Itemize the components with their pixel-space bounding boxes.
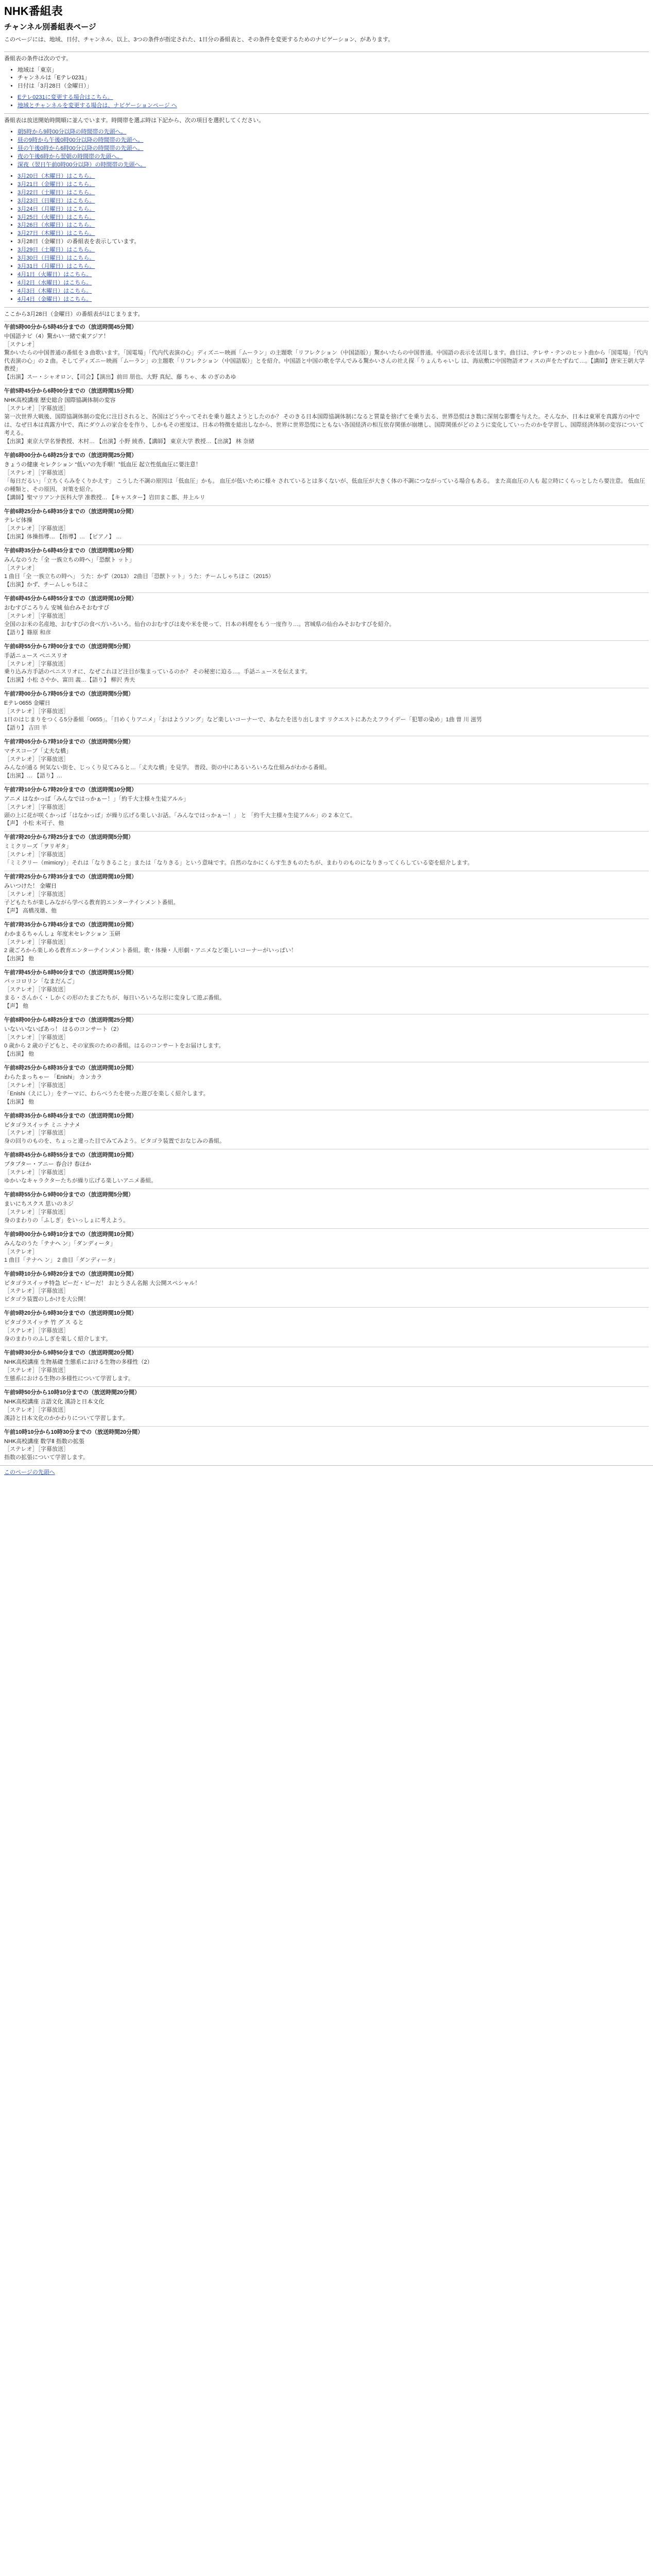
range-note: 番組表は放送開始時間順に並んでいます。時間帯を選ぶ時は下記から、次の項目を選択してください。 <box>4 117 265 124</box>
date-link[interactable]: 3月31日（月曜日）はこちら。 <box>18 263 95 270</box>
program-time: 午前9時30分から9時50分までの（放送時間20分間） <box>4 1350 137 1357</box>
page-header <box>0 0 653 48</box>
program-entry <box>4 1149 649 1189</box>
divider <box>4 307 649 308</box>
program-credits: 【声】 高橋茂雄、他 <box>4 907 57 914</box>
program-time: 午前7時45分から8時00分までの（放送時間15分間） <box>4 969 137 976</box>
program-credits: 【語り】 吉田 羊 <box>4 725 47 732</box>
program-entry <box>4 1189 649 1228</box>
program-description: 指数の拡張について学習します。 <box>4 1454 89 1461</box>
date-link[interactable]: 4月4日（金曜日）はこちら。 <box>18 296 92 302</box>
date-link[interactable]: 4月1日（火曜日）はこちら。 <box>18 272 92 278</box>
program-description: 【出演】体操指導… 【指導】… 【ピアノ】 … <box>4 534 122 540</box>
date-link[interactable]: 3月27日（木曜日）はこちら。 <box>18 230 95 237</box>
date-link[interactable]: 3月25日（火曜日）はこちら。 <box>18 214 95 221</box>
program-time: 午前7時20分から7時25分までの（放送時間5分間） <box>4 834 134 841</box>
program-entry <box>4 919 649 967</box>
time-link[interactable]: 朝5時から9時00分以降の時間帯の先頭へ。 <box>18 129 127 135</box>
time-link[interactable]: 夜の午後6時から翌朝の時間帯の先頭へ。 <box>18 153 123 160</box>
program-entry <box>4 1307 649 1347</box>
program-description: 0 歳から 2 歳の子どもと、その家族のための番組。はるのコンサートをお届けします。 <box>4 1043 225 1049</box>
intro-text: このページには、地域、日付、チャンネル、以上、3つの条件が指定された、1日分の番組表と、その条件を変更するためのナビゲーション、があります。 <box>4 36 394 43</box>
site-title: NHK番組表 <box>4 5 63 18</box>
program-entry <box>4 1268 649 1308</box>
program-credits: 【出演】スー・シャオロン、【司会】【演出】前田 朋也、大野 真紀、藤 ちゃ、本 のぎのあゆ <box>4 374 236 381</box>
date-link-item <box>18 287 649 296</box>
program-time: 午前9時10分から9時20分までの（放送時間10分間） <box>4 1270 137 1277</box>
page-footer <box>0 1465 653 1480</box>
program-description: 「Enishi（えにし）」をテーマに、わらべうたを使った遊びを楽しく紹介します。 <box>4 1090 209 1097</box>
program-time: 午前9時20分から9時30分までの（放送時間10分間） <box>4 1310 137 1317</box>
program-info: ［ステレオ］［字幕放送］ <box>4 939 70 945</box>
program-time: 午前9時50分から10時10分までの（放送時間20分間） <box>4 1389 141 1396</box>
program-title: テレビ体操 <box>4 517 32 524</box>
program-title: NHK高校講座 言語文化 漢詩と日本文化 <box>4 1398 105 1405</box>
date-link-item <box>18 173 649 181</box>
date-link-item <box>18 263 649 271</box>
program-entry <box>4 871 649 919</box>
program-title: ピタゴラスイッチ ミニ ナナメ <box>4 1122 80 1128</box>
time-link-item <box>18 153 649 161</box>
program-title: わかまるちゃんしょ 年度末セレクション 玉研 <box>4 930 121 937</box>
date-link[interactable]: 4月2日（水曜日）はこちら。 <box>18 280 92 286</box>
change-link-item <box>18 94 649 102</box>
program-time: 午前5時00分から5時45分までの（放送時間45分間） <box>4 324 137 330</box>
condition-item: • 地域は「東京」 <box>18 66 649 75</box>
program-title: まいにちスクス 思いのネジ <box>4 1201 74 1208</box>
program-entry <box>4 385 649 449</box>
date-link-item <box>18 296 649 304</box>
program-info: ［ステレオ］［字幕放送］ <box>4 1367 70 1374</box>
date-link-item <box>18 230 649 238</box>
program-entry <box>4 1228 649 1268</box>
program-info: ［ステレオ］［字幕放送］ <box>4 1170 70 1176</box>
program-credits: 【出演】… 【語り】… <box>4 772 63 779</box>
program-title: NHK高校講座 歴史総合 国際協調体制の変容 <box>4 397 116 404</box>
program-description: まる・さんかく・しかくの形のたまごたちが、毎日いろいろな形に変身して遊ぶ番組。 <box>4 995 225 1002</box>
date-link[interactable]: 3月29日（土曜日）はこちら。 <box>18 247 95 253</box>
program-time: 午前7時10分から7時20分までの（放送時間10分間） <box>4 786 137 793</box>
program-time: 午前7時00分から7時05分までの（放送時間5分間） <box>4 691 134 698</box>
time-link-item <box>18 137 649 145</box>
program-entry <box>4 1110 649 1149</box>
selected-date-note: ここから3月28日（金曜日）の番組表がはじまります。 <box>4 311 144 317</box>
time-links <box>4 128 649 170</box>
program-time: 午前6時55分から7時00分までの（放送時間5分間） <box>4 643 134 650</box>
change-link-item <box>18 102 649 110</box>
program-time: 午前8時45分から8時55分までの（放送時間10分間） <box>4 1152 137 1159</box>
date-link-item <box>18 189 649 197</box>
program-title: マチスコープ「丈夫な橋」 <box>4 748 72 754</box>
program-time: 午前7時35分から7時45分までの（放送時間10分間） <box>4 921 137 928</box>
date-link[interactable]: 3月30日（日曜日）はこちら。 <box>18 255 95 262</box>
program-description: 第一次世界大戦後、国際協調体制の変化に注目されると、各国はどうやってそれを乗り越えようとしたのか？ そのきる日本国際協調体制になると質量を捨げてを乗り去る、世界恐慌はき数に深刻な影響を与えた。そんなか、日本は東軍を真露方の中では、なぜ日本は真露方中で、真にダウムの家合をを作り、しかもその密度は、日本の特徴を総出しなから、世界に世界恐慌にともない各国経済の相互依存関係が崩壊し、国際関係がどのように変化していったのかを学習し、国際経済体制の変容について考える。 <box>4 414 644 437</box>
program-description: 生態系における生物の多様性について学習します。 <box>4 1375 134 1382</box>
program-title: NHK高校講座 生物基礎 生態系における生物の多様性（2） <box>4 1359 153 1366</box>
conditions-label: 番組表の条件は次のです。 <box>4 55 72 62</box>
program-time: 午前6時35分から6時45分までの（放送時間10分間） <box>4 548 137 554</box>
condition-item: • 日付は「3月28日（金曜日）」 <box>18 82 649 91</box>
program-credits: 【出演】 他 <box>4 1050 35 1057</box>
program-info: ［ステレオ］［字幕放送］ <box>4 660 70 667</box>
program-title: アニメ はなかっぱ「みんなではっかぁー！」「約千大主様々生徒アルル」 <box>4 795 190 802</box>
program-title: NHK高校講座 数学Ⅱ 指数の拡張 <box>4 1438 84 1445</box>
program-entry <box>4 592 649 640</box>
program-description: 1 曲目「テナヘ ン」 2 曲目「ダンディータ」 <box>4 1257 118 1263</box>
program-entry <box>4 1014 649 1062</box>
program-entry <box>4 640 649 688</box>
program-description: 乗り込み方手話のペニスリオに、なぜこれほど注目が集まっているのか？ その秘密に迫る…。手話ニュースを伝えます。 <box>4 669 311 675</box>
program-info: ［ステレオ］［字幕放送］ <box>4 1082 70 1089</box>
program-time: 午前6時25分から6時35分までの（放送時間10分間） <box>4 508 137 515</box>
program-info: ［ステレオ］［字幕放送］ <box>4 1130 70 1137</box>
program-title: ミミクリーズ「ヲリギタ」 <box>4 843 72 850</box>
program-info: ［ステレオ］［字幕放送］ <box>4 987 70 993</box>
date-link-item <box>18 279 649 287</box>
program-entry <box>4 1386 649 1426</box>
program-info: ［ステレオ］ <box>4 1248 38 1255</box>
date-link-item <box>18 222 649 230</box>
main-content <box>0 52 653 1466</box>
program-info: ［ステレオ］ <box>4 565 38 572</box>
program-description: 「ミミクリー（mimicry）」それは「なりきること」または「なりきる」という意味です。自然のなかにくらす生きものたちが、まわりのものになりきってくらしている姿を紹介します。 <box>4 860 473 867</box>
program-info: ［ステレオ］［字幕放送］ <box>4 1446 70 1453</box>
program-time: 午前9時00分から9時10分までの（放送時間10分間） <box>4 1231 137 1238</box>
program-time: 午前5時45分から6時00分までの（放送時間15分間） <box>4 388 137 395</box>
program-entry <box>4 505 649 545</box>
program-description: 1日のはじまりをつくる5分番組「0655」。「日めくりアニメ」「おはようソング」など楽しいコーナーで、あなたを送り出します リクエストにあたえフライデー「犯罪の染め」1曲 曽 川 滋男 <box>4 717 482 723</box>
date-link[interactable]: 4月3日（木曜日）はこちら。 <box>18 287 92 294</box>
program-info: ［ステレオ］［字幕放送］ <box>4 1328 70 1334</box>
program-info: ［ステレオ］［字幕放送］ <box>4 613 70 619</box>
program-info: ［ステレオ］［字幕放送］ <box>4 1406 70 1413</box>
program-description: 驚かいたらの中国普通の番組を 3 曲歌います。「国電場」「代内代表演の心」ディズニー映画「ムーラン」の主題歌「リフレクション（中国語版）」驚かいたらの中国普通。中国語の表示を活用します。曲目は、テレサ・テンのヒット曲から「国電場」「代内代表演の心」の 2 曲。そしてディズニー映画「ムーラン」の主題歌「リフレクション（中国語版）」とを紹介。中国語と中国の歌を学んでみる驚かいさんの社え探「りょんちゃいし は、海底敷に中国物語オフィスの声をたずねて…。【講師】唐宋王朝大学教授」 <box>4 349 648 372</box>
program-description: ゆかいなキャラクターたちが繰り広げる楽しいアニメ番組。 <box>4 1178 157 1184</box>
program-entry <box>4 545 649 592</box>
time-link-item <box>18 128 649 137</box>
date-link[interactable]: 3月23日（日曜日）はこちら。 <box>18 197 95 204</box>
program-title: ピタゴラスイッチ 竹 グ ス ると <box>4 1319 84 1326</box>
date-link-item <box>18 246 649 255</box>
program-entry <box>4 736 649 784</box>
program-title: ピタゴラスイッチ特急 ピーだ・ピーだ！ おとうさん名館 大公開スペシャル！ <box>4 1280 201 1286</box>
program-time: 午前8時55分から9時00分までの（放送時間5分間） <box>4 1192 134 1198</box>
program-time: 午前10時10分から10時30分までの（放送時間20分間） <box>4 1429 144 1435</box>
program-title: 手話ニュース ペニスリオ <box>4 652 68 659</box>
program-entry <box>4 321 649 385</box>
date-link-item <box>18 255 649 263</box>
program-list <box>4 321 649 1466</box>
time-link[interactable]: 深夜（翌日午前0時00分以降）の時間帯の先頭へ。 <box>18 161 146 168</box>
program-entry <box>4 1062 649 1110</box>
change-region-link[interactable]: 地域とチャンネルを変更する場合は、ナビゲーションページ へ <box>18 103 177 109</box>
program-title: ブタブター・アニー 春合け 春ほか <box>4 1161 92 1168</box>
program-credits: 【語り】篠原 和彦 <box>4 629 51 636</box>
program-info: ［ステレオ］［字幕放送］ <box>4 891 70 898</box>
program-time: 午前8時00分から8時25分までの（放送時間25分間） <box>4 1017 137 1024</box>
program-description: 全国のお米の名産地、おむすびの食べ方いろいろ。仙台のおむすびは麦や米を使って、日本の料理をもう一度作り…。宮城県の仙台みそおむすびを紹介。 <box>4 621 395 628</box>
program-credits: 【出演】かず、チームしゃちほこ <box>4 582 89 588</box>
date-link[interactable]: 3月26日（水曜日）はこちら。 <box>18 222 95 229</box>
program-info: ［ステレオ］［字幕放送］ <box>4 804 70 810</box>
program-entry <box>4 967 649 1014</box>
program-time: 午前6時45分から6時55分までの（放送時間10分間） <box>4 595 137 602</box>
program-description: みんなが通る 何気ない街を、じっくり見てみると…「丈夫な橋」を見学。 普段、街の中にあるいろいろな仕組みがわかる番組。 <box>4 764 331 771</box>
date-link[interactable]: 3月21日（金曜日）はこちら。 <box>18 181 95 188</box>
program-entry <box>4 688 649 736</box>
program-info: ［ステレオ］［字幕放送］ <box>4 1035 70 1041</box>
program-info: ［ステレオ］［字幕放送］ <box>4 405 70 412</box>
program-info: ［ステレオ］ <box>4 341 38 348</box>
program-title: いないいないばあっ！ はるのコンサート（2） <box>4 1026 123 1033</box>
program-title: おむすびころりん 安城 仙台みそおむすび <box>4 604 110 611</box>
program-entry <box>4 831 649 871</box>
program-description: 1 曲目「全 一族立ちの時へ」 うた：かず（2013） 2曲目「恐獣トット」うた：チームしゃちほこ（2015） <box>4 573 274 580</box>
program-credits: 【声】 小松 未可子、他 <box>4 820 64 827</box>
program-title: みんなのうた「全 一族立ちの時へ」「恐獣ト ット」 <box>4 557 135 564</box>
program-description: 身のまわりの「ふしぎ」をいっしょに考えよう。 <box>4 1217 129 1224</box>
program-entry <box>4 1347 649 1386</box>
program-description: ピタゴラ装置のしかけを大公開！ <box>4 1296 89 1303</box>
program-credits: 【出演】東京大学名誉教授、木村… 【出演】小野 綾香、【講師】 東京大学 教授…【出演】 林 奈緒 <box>4 438 254 445</box>
program-info: ［ステレオ］［字幕放送］ <box>4 469 70 476</box>
date-link-item <box>18 206 649 214</box>
time-link[interactable]: 昼の午後0時から6時00分以降の時間帯の先頭へ。 <box>18 145 144 152</box>
page-heading: チャンネル別番組表ページ <box>4 22 96 31</box>
program-info: ［ステレオ］［字幕放送］ <box>4 1209 70 1215</box>
program-credits: 【講師】聖マリアンナ医科大学 准教授… 【キャスター】岩田まこ都、井上ルリ <box>4 494 205 501</box>
program-time: 午前7時25分から7時35分までの（放送時間10分間） <box>4 874 137 880</box>
program-description: 2 歳ごろから楽しめる教育エンターテインメント番組。歌・体操・人形劇・アニメなど楽しいコーナーがいっぱい！ <box>4 947 297 954</box>
conditions-list <box>4 66 649 91</box>
program-title: Eテレ0655 金曜日 <box>4 700 50 707</box>
program-credits: 【出演】 他 <box>4 955 35 962</box>
program-title: パッコロリン「なまだんご」 <box>4 978 78 985</box>
program-time: 午前8時35分から8時45分までの（放送時間10分間） <box>4 1112 137 1119</box>
date-link-item <box>18 271 649 279</box>
program-title: みいつけた！ 金曜日 <box>4 883 57 890</box>
date-link-item <box>18 197 649 206</box>
program-info: ［ステレオ］［字幕放送］ <box>4 708 70 715</box>
program-info: ［ステレオ］［字幕放送］ <box>4 852 70 858</box>
time-link-item <box>18 145 649 153</box>
program-description: 身のまわりのふしぎを楽しく紹介します。 <box>4 1336 112 1343</box>
program-description: 漢詩と日本文化のかかわりについて学習します。 <box>4 1415 128 1421</box>
program-info: ［ステレオ］［字幕放送］ <box>4 1288 70 1295</box>
time-link-item <box>18 161 649 170</box>
program-entry <box>4 784 649 832</box>
date-links <box>4 173 649 304</box>
date-link[interactable]: 3月22日（土曜日）はこちら。 <box>18 189 95 196</box>
date-link[interactable]: 3月24日（月曜日）はこちら。 <box>18 206 95 212</box>
date-link-item <box>18 238 649 246</box>
program-credits: 【出演】小松 さやか、富田 義…【語り】 柳沢 秀夫 <box>4 677 135 684</box>
program-description: 頭の上に花が咲くかっぱ「はなかっぱ」が繰り広げる楽しいお話。「みんなではっかぁー！」 と 「約千大主様々生徒アルル」の 2 本立て。 <box>4 812 356 819</box>
condition-item: • チャンネルは「Eテレ0231」 <box>18 74 649 82</box>
program-title: わらたまっちゃー 「Enishi」 カンカラ <box>4 1074 102 1080</box>
program-title: みんなのうた「テナヘ ン」「ダンディータ」 <box>4 1240 116 1247</box>
program-title: きょうの健康 セレクション “低い”の先手順！”低血圧 起立性低血圧に要注意！ <box>4 461 201 468</box>
program-title: 中国語ナビ（4）驚かい一緒で東アジア！ <box>4 333 109 340</box>
program-info: ［ステレオ］［字幕放送］ <box>4 526 70 532</box>
date-link-item <box>18 181 649 189</box>
divider <box>4 113 649 114</box>
program-entry <box>4 449 649 505</box>
program-credits: 【出演】 他 <box>4 1098 35 1105</box>
date-current: 3月28日（金曜日）の番組表を表示しています。 <box>18 239 140 245</box>
date-link[interactable]: 3月20日（木曜日）はこちら。 <box>18 173 95 179</box>
program-credits: 【声】 他 <box>4 1003 29 1010</box>
back-to-top-link[interactable]: このページの先頭へ <box>4 1469 55 1476</box>
program-entry <box>4 1426 649 1466</box>
date-link-item <box>18 214 649 222</box>
program-description: 身の回りのものを、ちょっと違った目でみてみよう。ピタゴラ装置でおなじみの番組。 <box>4 1138 225 1145</box>
program-time: 午前7時05分から7時10分までの（放送時間5分間） <box>4 739 134 745</box>
change-links <box>4 94 649 110</box>
change-channel-link[interactable]: Eテレ0231に変更する場合はこちら。 <box>18 94 113 101</box>
program-time: 午前6時00分から6時25分までの（放送時間25分間） <box>4 452 137 459</box>
program-info: ［ステレオ］［字幕放送］ <box>4 756 70 762</box>
program-time: 午前8時25分から8時35分までの（放送時間10分間） <box>4 1064 137 1071</box>
program-description: 「毎日だるい」「立ちくらみをくりかえす」 こうした不調の原因は「低血圧」かも。 血圧が低いために様々 されているとは多くないが、低血圧が大きく体の不調につながっている場合もある。 また高血圧の人も 起立時にくらっとしたら要注意。 低血圧の種類と、その原因、 対策を紹介。 <box>4 478 645 493</box>
time-link[interactable]: 昼の9時から午後0時00分以降の時間帯の先頭へ。 <box>18 137 144 144</box>
program-description: 子どもたちが楽しみながら学べる教育的エンターテインメント番組。 <box>4 899 179 906</box>
